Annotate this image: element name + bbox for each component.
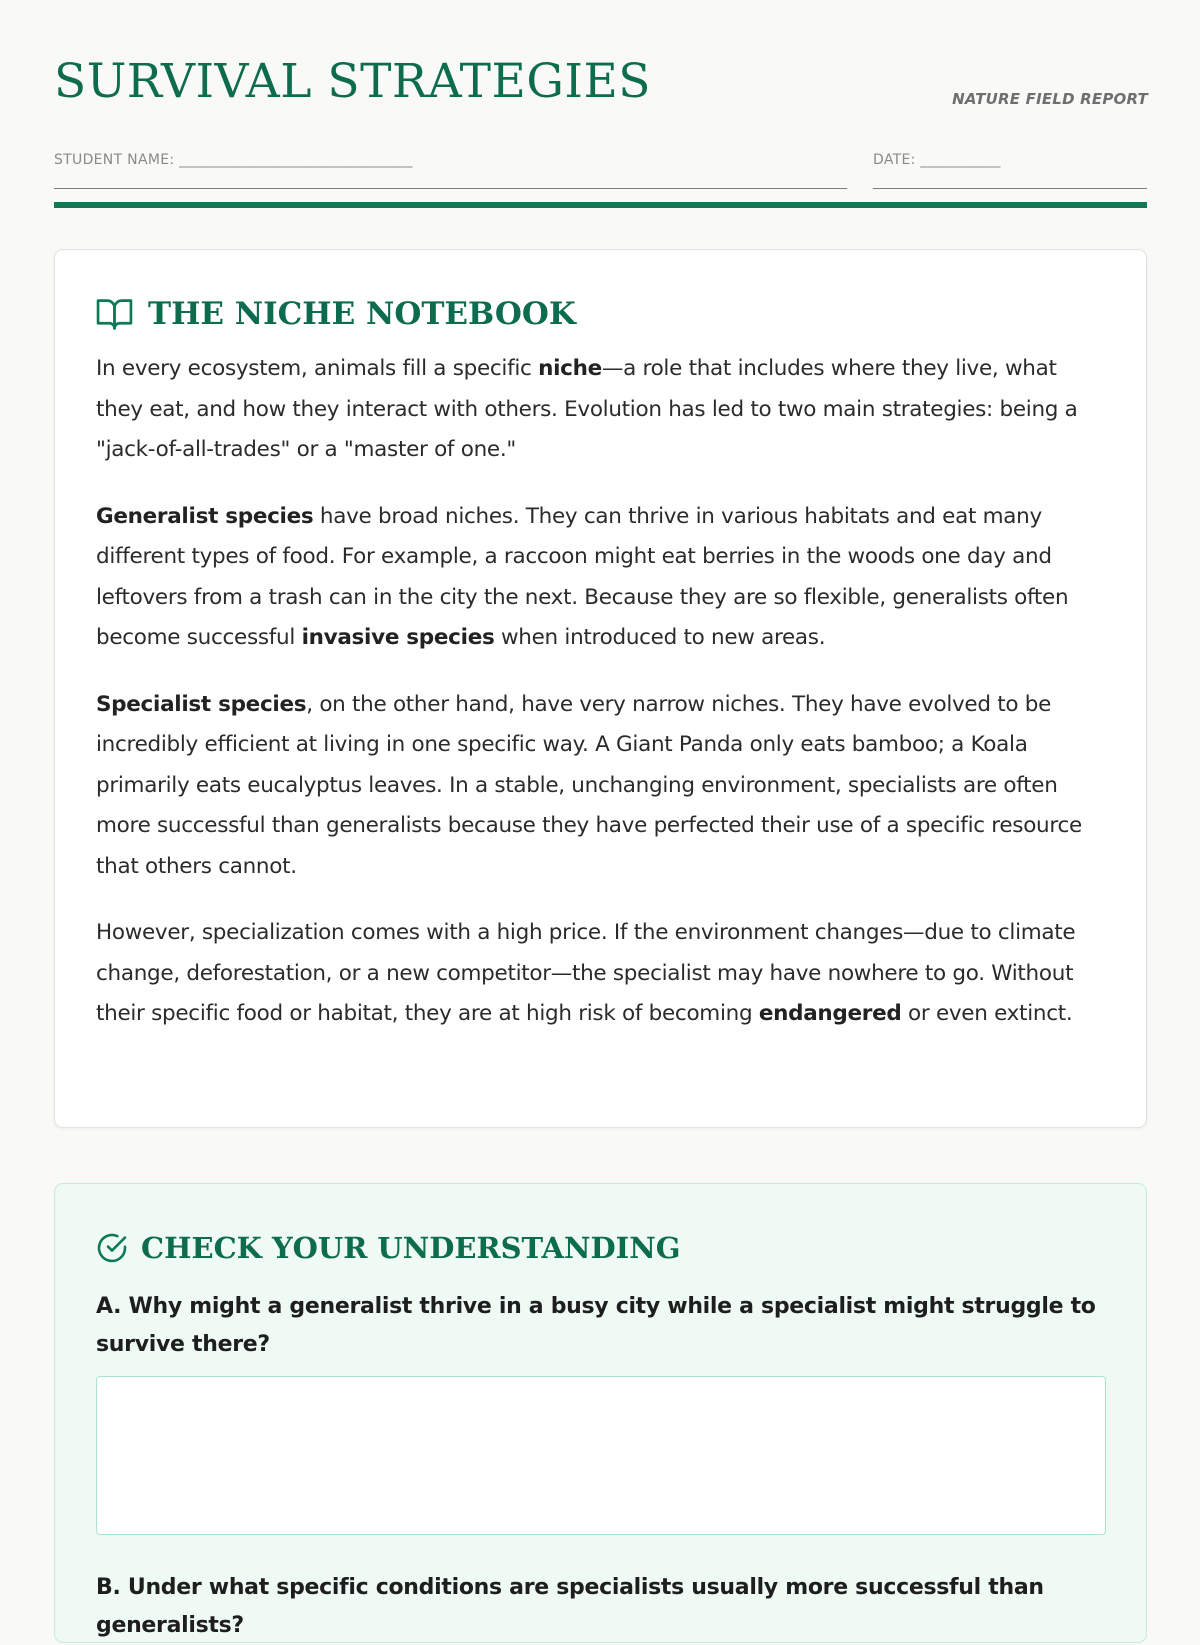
term-specialist-species: Specialist species [96, 691, 307, 717]
report-type-label: NATURE FIELD REPORT [952, 90, 1148, 108]
header-divider [54, 202, 1147, 208]
risk-paragraph: However, specialization comes with a high price. If the environment changes—due to climate change, deforestation, or a new competitor—the specialist may have nowhere to go. Without their specific food or habitat, they are at high risk of becoming endangered or even extinct. [96, 920, 1076, 1026]
check-circle-icon [96, 1232, 128, 1264]
quiz-title: CHECK YOUR UNDERSTANDING [141, 1231, 681, 1265]
student-name-field[interactable]: STUDENT NAME: ________________________________ [54, 152, 847, 189]
open-book-icon [96, 297, 133, 331]
quiz-heading [96, 1224, 1106, 1272]
term-generalist-species: Generalist species [96, 503, 314, 529]
notebook-title: THE NICHE NOTEBOOK [148, 296, 576, 332]
question-a: A. Why might a generalist thrive in a busy city while a specialist might struggle to survive there? [96, 1294, 1096, 1357]
page-title: SURVIVAL STRATEGIES [54, 54, 651, 109]
check-understanding-section [54, 1183, 1147, 1643]
answer-box-a[interactable] [96, 1376, 1106, 1535]
question-b: B. Under what specific conditions are specialists usually more successful than generalists? [96, 1575, 1044, 1638]
term-niche: niche [538, 356, 602, 381]
date-field[interactable]: DATE: ___________ [873, 152, 1147, 189]
notebook-heading [96, 290, 1106, 338]
generalist-paragraph: Generalist species have broad niches. They can thrive in various habitats and eat many different types of food. For example, a raccoon might eat berries in the woods one day and leftovers from a trash can in the city the next. Because they are so flexible, generalists often become successful invasive species when introduced to new areas. [96, 503, 1069, 650]
term-invasive-species: invasive species [301, 625, 495, 650]
term-endangered: endangered [758, 1001, 902, 1026]
intro-paragraph: In every ecosystem, animals fill a specific niche—a role that includes where they live, what they eat, and how they interact with others. Evolution has led to two main strategies: being a "jack-of-all-trades" or a "master of one." [96, 356, 1078, 462]
niche-notebook-card [54, 249, 1147, 1128]
specialist-paragraph: Specialist species, on the other hand, have very narrow niches. They have evolved to be incredibly efficient at living in one specific way. A Giant Panda only eats bamboo; a Koala primarily eats eucalyptus leaves. In a stable, unchanging environment, specialists are often more successful than generalists because they have perfected their use of a specific resource that others cannot. [96, 691, 1082, 879]
